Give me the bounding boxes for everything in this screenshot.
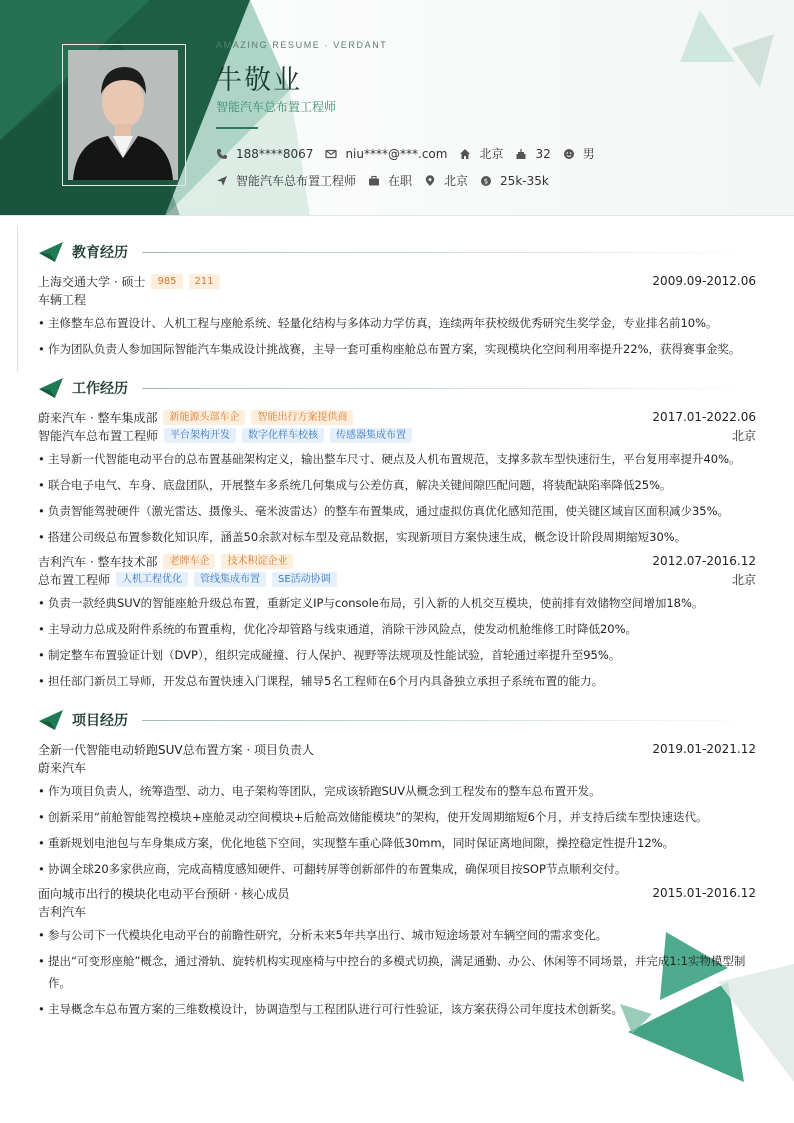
education-title: 教育经历 [72,245,128,261]
briefcase-icon [368,175,380,187]
home-icon [459,148,471,160]
role-tag: 管线集成布置 [194,572,266,587]
projects-section-header [38,708,756,732]
list-item: • 搭建公司级总布置参数化知识库，涵盖50余款对标车型及竞品数据，实现新项目方案快速生成，概念设计阶段周期缩短30%。 [38,526,756,548]
resume-header [0,0,794,216]
section-divider [142,388,756,389]
role-tag: 人机工程优化 [116,572,188,587]
list-item: • 制定整车布置验证计划（DVP），组织完成碰撞、行人保护、视野等法规项及性能试验，首轮通过率提升至95%。 [38,644,756,666]
work-bullets [38,448,756,548]
gender-text: 男 [582,147,595,161]
project-org: 吉利汽车 [38,904,87,919]
project-date: 2015.01-2016.12 [652,886,756,900]
email-icon [325,148,337,160]
work-role-row [38,426,756,444]
project-bullets [38,924,756,1020]
phone-text: 188****8067 [236,146,314,161]
age-text: 32 [535,146,551,161]
avatar-portrait [68,50,178,180]
age-item [515,147,550,161]
company-tag: 老牌车企 [163,554,215,569]
list-item: • 联合电子电气、车身、底盘团队，开展整车多系统几何集成与公差仿真，解决关键间隙匹配问题，将装配缺陷率降低25%。 [38,474,756,496]
target-position-text: 智能汽车总布置工程师 [236,174,357,188]
project-org: 蔚来汽车 [38,760,87,775]
paper-plane-icon [38,241,64,263]
company-name: 蔚来汽车 · 整车集成部 [38,410,158,425]
cake-icon [515,148,527,160]
project-date: 2019.01-2021.12 [652,742,756,756]
gender-icon [563,148,575,160]
list-item: • 重新规划电池包与车身集成方案，优化地毯下空间，实现整车重心降低30mm，同时保证离地间隙，操控稳定性提升12%。 [38,832,756,854]
phone-icon [216,148,228,160]
location-pin-icon [424,175,436,187]
list-item: • 作为团队负责人参加国际智能汽车集成设计挑战赛，主导一套可重构座舱总布置方案，实现模块化空间利用率提升22%，获得赛事金奖。 [38,338,756,360]
work-city: 北京 [731,572,756,587]
list-item: • 负责一款经典SUV的智能座舱升级总布置，重新定义IP与console布局，引入新的人机交互模块，使前排有效储物空间增加18%。 [38,592,756,614]
education-entry-header [38,272,756,290]
list-item: • 主导新一代智能电动平台的总布置基础架构定义，输出整车尺寸、硬点及人机布置规范，支撑多款车型快速衍生，平台复用率提升40%。 [38,448,756,470]
list-item: • 协调全球20多家供应商，完成高精度感知硬件、可翻转屏等创新部件的布置集成，确保项目按SOP节点顺利交付。 [38,858,756,880]
list-item: • 主导概念车总布置方案的三维数模设计，协调造型与工程团队进行可行性验证，该方案获得公司年度技术创新奖。 [38,998,756,1020]
list-item: • 创新采用“前舱智能驾控模块+座舱灵动空间模块+后舱高效储能模块”的架构，使开发周期缩短6个月，并支持后续车型快速迭代。 [38,806,756,828]
project-entry [38,884,756,1020]
school-degree: 上海交通大学 · 硕士 [38,274,146,289]
list-item: • 主导动力总成及附件系统的布置重构，优化冷却管路与线束通道，消除干涉风险点，使发动机舱维修工时降低20%。 [38,618,756,640]
company-tag: 新能源头部车企 [163,410,245,425]
role-name: 智能汽车总布置工程师 [38,428,159,443]
project-entry-header [38,884,756,902]
work-role-row [38,570,756,588]
candidate-title: 智能汽车总布置工程师 [216,100,337,114]
resume-body [38,240,756,1024]
role-tag: 平台架构开发 [164,428,236,443]
work-city: 北京 [731,428,756,443]
role-tag: 数字化样车校核 [242,428,324,443]
avatar [68,50,178,180]
svg-text:$: $ [483,177,489,186]
money-icon [480,175,492,187]
work-title: 工作经历 [72,381,128,397]
work-date: 2012.07-2016.12 [652,554,756,568]
work-entry [38,408,756,548]
salary-text: 25k-35k [500,173,549,188]
brand-text: AMAZING RESUME · VERDANT [216,40,388,50]
role-name: 总布置工程师 [38,572,111,587]
role-tag: 传感器集成布置 [330,428,412,443]
work-date: 2017.01-2022.06 [652,410,756,424]
education-bullets [38,312,756,360]
candidate-name: 牛敬业 [215,65,302,96]
list-item: • 参与公司下一代模块化电动平台的前瞻性研究，分析未来5年共享出行、城市短途场景对车辆空间的需求变化。 [38,924,756,946]
company-tag: 技术积淀企业 [221,554,293,569]
city-text: 北京 [479,147,504,161]
salary-item [480,174,549,188]
paper-plane-icon [38,377,64,399]
list-item: • 主修整车总布置设计、人机工程与座舱系统、轻量化结构与多体动力学仿真，连续两年获校级优秀研究生奖学金，专业排名前10%。 [38,312,756,334]
paper-plane-icon [38,709,64,731]
contact-row [216,145,607,162]
target-position-item [216,172,356,189]
list-item: • 作为项目负责人，统筹造型、动力、电子架构等团队，完成该轿跑SUV从概念到工程发布的整车总布置开发。 [38,780,756,802]
list-item: • 提出“可变形座舱”概念，通过滑轨、旋转机构实现座椅与中控台的多模式切换，满足通勤、办公、休闲等不同场景，并完成1:1实物模型制作。 [38,950,756,994]
email-text: niu****@***.com [345,146,448,161]
work-entry-header [38,408,756,426]
list-item: • 负责智能驾驶硬件（激光雷达、摄像头、毫米波雷达）的整车布置集成，通过虚拟仿真优化感知范围，使关键区域盲区面积减少35%。 [38,500,756,522]
education-date: 2009.09-2012.06 [652,274,756,288]
target-city-text: 北京 [444,174,469,188]
project-name-role: 全新一代智能电动轿跑SUV总布置方案 · 项目负责人 [38,742,315,757]
school-tag: 985 [151,274,182,289]
city-item [459,145,503,162]
intention-row [216,172,561,189]
job-status-item [368,172,412,189]
target-city-item [424,172,468,189]
project-bullets [38,780,756,880]
work-entry-header [38,552,756,570]
email-item [325,147,447,161]
project-entry-header [38,740,756,758]
school-tag: 211 [189,274,220,289]
list-item: • 担任部门新员工导师，开发总布置快速入门课程，辅导5名工程师在6个月内具备独立承担子系统布置的能力。 [38,670,756,692]
work-entry [38,552,756,692]
section-divider [142,720,756,721]
work-section-header [38,376,756,400]
work-bullets [38,592,756,692]
project-entry [38,740,756,880]
title-underline [216,127,258,129]
project-name-role: 面向城市出行的模块化电动平台预研 · 核心成员 [38,886,290,901]
phone-item [216,147,313,161]
education-section-header [38,240,756,264]
left-rule [17,226,18,372]
projects-title: 项目经历 [72,713,128,729]
company-name: 吉利汽车 · 整车技术部 [38,554,158,569]
section-divider [142,252,756,253]
send-icon [216,175,228,187]
major: 车辆工程 [38,292,87,307]
gender-item [563,145,595,162]
role-tag: SE活动协调 [272,572,337,587]
job-status-text: 在职 [388,174,413,188]
education-entry [38,272,756,360]
company-tag: 智能出行方案提供商 [251,410,353,425]
